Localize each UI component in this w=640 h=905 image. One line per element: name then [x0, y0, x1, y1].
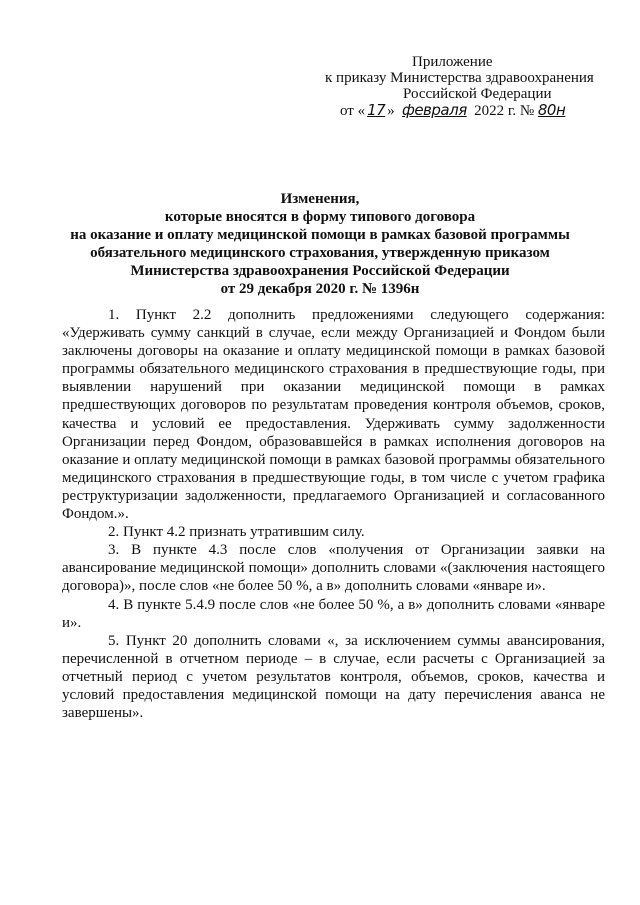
amendment-item-2: 2. Пункт 4.2 признать утратившим силу. [108, 524, 365, 541]
annex-order-ref: к приказу Министерства здравоохранения [325, 70, 594, 86]
amendment-item-1: 1. Пункт 2.2 дополнить предложениями следующего содержания: «Удерживать сумму санкций в случае, если между Организацией и Фондом были заключены договоры на оказание и оплату медицинской помощи в рамках базовой программы обязательного медицинского страхования в предшествующие годы, при выявлении нарушений при оказании медицинской помощи в рамках предшествующих договоров по результатам проведения контроля объемов, сроков, качества и условий ее предоставления. Удерживать сумму задолженности Организации перед Фондом, образовавшейся в рамках исполнения договоров на оказание и оплату медицинской помощи в рамках базовой программы обязательного медицинского страхования в предшествующие годы, в том числе с учетом графика реструктуризации задолженности, предлагаемого Организацией и согласованного Фондом.». [62, 307, 605, 523]
date-mid: » [387, 103, 395, 119]
annex-date-line [300, 102, 620, 119]
handwritten-day: 17 [367, 101, 386, 119]
title-line-1: Изменения, [280, 191, 360, 207]
amendment-item-5: 5. Пункт 20 дополнить словами «, за исключением суммы авансирования, перечисленной в отчетном периоде – в случае, если расчеты с Организацией за отчетный период с учетом результатов контроля, объемов, сроков, качества и условий предоставления медицинской помощи на дату перечисления аванса не завершены». [62, 632, 605, 722]
title-line-4: обязательного медицинского страхования, утвержденную приказом [90, 245, 550, 261]
title-line-2: которые вносятся в форму типового договора [164, 209, 476, 225]
handwritten-month: февраля [402, 101, 467, 119]
amendment-item-4: 4. В пункте 5.4.9 после слов «не более 50 %, а в» дополнить словами «январе и». [62, 596, 605, 631]
document-title [40, 190, 600, 298]
annex-label: Приложение [412, 54, 493, 70]
date-year: 2022 г. № [474, 103, 535, 119]
amendment-item-3: 3. В пункте 4.3 после слов «получения от Организации заявки на авансирование медицинской помощи» дополнить словами «(заключения настоящего договора)», после слов «не более 50 %, а в» дополнить словами «январе и». [62, 542, 605, 595]
title-line-5: Министерства здравоохранения Российской Федерации [130, 263, 510, 279]
annex-federation: Российской Федерации [403, 86, 552, 102]
title-line-3: на оказание и оплату медицинской помощи в рамках базовой программы [70, 227, 570, 243]
handwritten-order-number: 80н [537, 101, 566, 119]
document-body [62, 306, 605, 722]
date-prefix: от « [340, 103, 366, 119]
annex-header [300, 54, 620, 119]
title-line-6: от 29 декабря 2020 г. № 1396н [220, 281, 420, 297]
